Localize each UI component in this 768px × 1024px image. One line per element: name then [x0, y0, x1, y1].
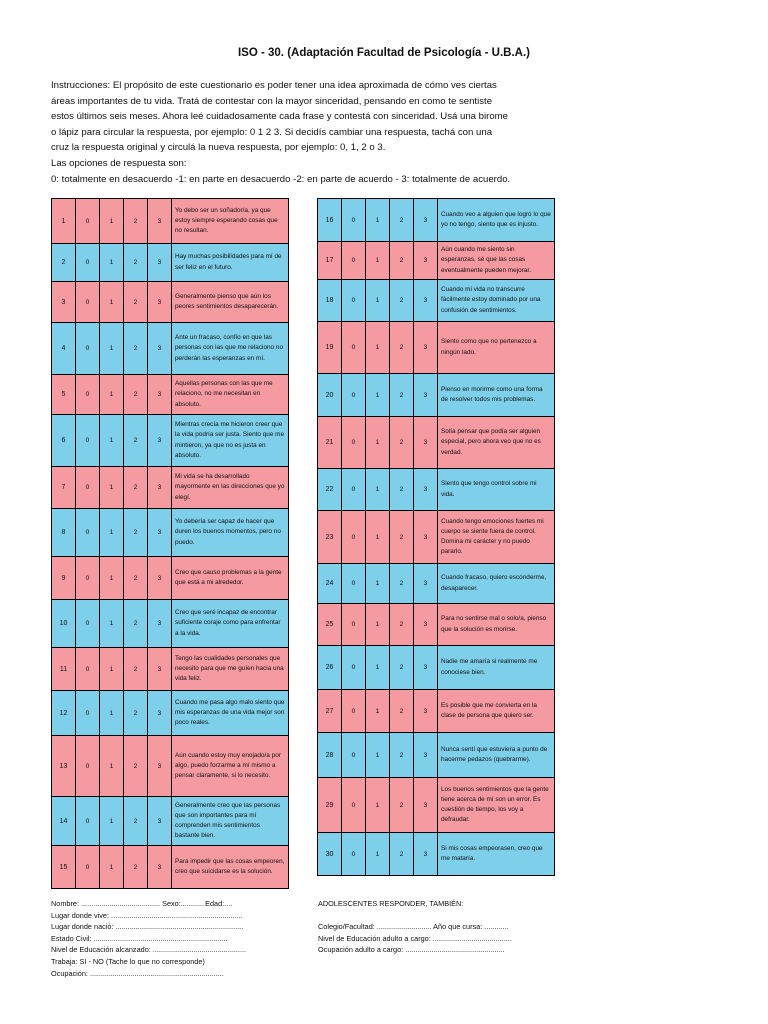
answer-option-1[interactable]: 1 [366, 778, 390, 833]
answer-option-2[interactable]: 2 [390, 833, 414, 876]
question-row [318, 778, 555, 833]
question-text: Ante un fracaso, confío en que las personas con las que me relaciono no perderán las esperanzas en mí. [172, 323, 289, 375]
question-number: 20 [318, 374, 342, 417]
instructions-line: cruz la respuesta original y circulá la nueva respuesta, por ejemplo: 0, 1, 2 o 3. [51, 142, 386, 154]
answer-option-1[interactable]: 1 [100, 467, 124, 509]
question-row [52, 736, 289, 797]
answer-option-1[interactable]: 1 [100, 846, 124, 889]
question-row [52, 244, 289, 282]
answer-option-3[interactable]: 3 [148, 736, 172, 797]
question-number: 8 [52, 509, 76, 557]
question-text: Yo debo ser un soñador/a, ya que estoy siempre esperando cosas que no resultan. [172, 199, 289, 244]
question-text: Cuando mi vida no transcurre fácilmente estoy dominado por una confusión de sentimientos. [438, 280, 555, 322]
answer-option-2[interactable]: 2 [390, 604, 414, 646]
answer-option-3[interactable]: 3 [414, 469, 438, 511]
answer-option-2[interactable]: 2 [124, 691, 148, 736]
answer-option-3[interactable]: 3 [148, 244, 172, 282]
questions-table-right [317, 198, 555, 876]
question-row [52, 846, 289, 889]
answer-option-0[interactable]: 0 [342, 511, 366, 564]
question-row [318, 604, 555, 646]
question-number: 10 [52, 600, 76, 648]
answer-option-0[interactable]: 0 [76, 509, 100, 557]
answer-option-0[interactable]: 0 [76, 648, 100, 691]
question-number: 28 [318, 733, 342, 778]
answer-option-2[interactable]: 2 [124, 846, 148, 889]
footer-adolescents [318, 898, 512, 956]
answer-option-3[interactable]: 3 [414, 199, 438, 242]
answer-option-3[interactable]: 3 [148, 691, 172, 736]
answer-option-3[interactable]: 3 [414, 322, 438, 374]
answer-option-3[interactable]: 3 [414, 733, 438, 778]
question-number: 12 [52, 691, 76, 736]
instructions-line: áreas importantes de tu vida. Tratá de contestar con la mayor sinceridad, pensando en como te sentiste [51, 95, 493, 107]
answer-option-0[interactable]: 0 [342, 469, 366, 511]
answer-option-2[interactable]: 2 [124, 282, 148, 323]
question-row [52, 282, 289, 323]
question-text: Solía pensar que podía ser alguien especial, pero ahora veo que no es verdad. [438, 417, 555, 469]
question-text: Mi vida se ha desarrollado mayormente en las direcciones que yo elegí. [172, 467, 289, 509]
answer-option-2[interactable]: 2 [124, 375, 148, 415]
question-row [52, 648, 289, 691]
question-row [52, 415, 289, 467]
question-text: Generalmente pienso que aún los peores sentimientos desaparecerán. [172, 282, 289, 323]
question-row [318, 280, 555, 322]
answer-option-2[interactable]: 2 [124, 415, 148, 467]
question-number: 23 [318, 511, 342, 564]
answer-option-1[interactable]: 1 [100, 244, 124, 282]
question-text: Nunca sentí que estuviera a punto de hacerme pedazos (quebrarme). [438, 733, 555, 778]
answer-option-3[interactable]: 3 [148, 415, 172, 467]
question-number: 14 [52, 797, 76, 846]
answer-option-3[interactable]: 3 [414, 280, 438, 322]
answer-option-2[interactable]: 2 [124, 797, 148, 846]
page-title: ISO - 30. (Adaptación Facultad de Psicología - U.B.A.) [237, 47, 530, 59]
answer-option-1[interactable]: 1 [366, 374, 390, 417]
answer-option-0[interactable]: 0 [76, 323, 100, 375]
answer-option-0[interactable]: 0 [76, 415, 100, 467]
spacer [318, 910, 512, 922]
question-row [318, 199, 555, 242]
question-number: 4 [52, 323, 76, 375]
answer-option-2[interactable]: 2 [390, 322, 414, 374]
residence-field[interactable]: Lugar donde vive: ................................................................. [51, 910, 243, 920]
birthplace-field[interactable]: Lugar donde nació: ............................................................... [51, 922, 244, 932]
answer-option-0[interactable]: 0 [76, 600, 100, 648]
question-text: Aún cuando estoy muy enojado/a por algo, puedo forzarme a mí mismo a pensar claramente, si lo necesito. [172, 736, 289, 797]
answer-option-0[interactable]: 0 [76, 467, 100, 509]
instructions-line: estos últimos seis meses. Ahora leé cuidadosamente cada frase y contestá con sinceridad. Usá una birome [51, 111, 509, 123]
question-row [318, 374, 555, 417]
answer-option-2[interactable]: 2 [124, 736, 148, 797]
adolescents-heading: ADOLESCENTES RESPONDER, TAMBIÉN: [318, 899, 464, 908]
answer-option-3[interactable]: 3 [414, 511, 438, 564]
question-number: 19 [318, 322, 342, 374]
answer-option-0[interactable]: 0 [342, 778, 366, 833]
answer-option-3[interactable]: 3 [414, 374, 438, 417]
question-text: Cuando me pasa algo malo siento que mis esperanzas de una vida mejor son poco reales. [172, 691, 289, 736]
answer-option-1[interactable]: 1 [100, 282, 124, 323]
instructions-line: Las opciones de respuesta son: [51, 157, 187, 169]
instructions-line: 0: totalmente en desacuerdo -1: en parte en desacuerdo -2: en parte de acuerdo - 3: totalmente de acuerdo. [51, 173, 511, 185]
question-text: Tengo las cualidades personales que necesito para que me guíen hacia una vida feliz. [172, 648, 289, 691]
answer-option-1[interactable]: 1 [100, 323, 124, 375]
question-text: Yo debería ser capaz de hacer que duren los buenos momentos, pero no puedo. [172, 509, 289, 557]
answer-option-3[interactable]: 3 [148, 199, 172, 244]
question-row [318, 564, 555, 604]
question-number: 13 [52, 736, 76, 797]
answer-option-2[interactable]: 2 [390, 374, 414, 417]
answer-option-1[interactable]: 1 [366, 833, 390, 876]
answer-option-3[interactable]: 3 [148, 557, 172, 600]
answer-option-1[interactable]: 1 [366, 417, 390, 469]
question-row [52, 199, 289, 244]
question-number: 30 [318, 833, 342, 876]
question-number: 24 [318, 564, 342, 604]
answer-option-1[interactable]: 1 [100, 691, 124, 736]
answer-option-1[interactable]: 1 [366, 604, 390, 646]
answer-option-3[interactable]: 3 [148, 509, 172, 557]
education-level-field[interactable]: Nivel de Educación alcanzado: .............................................. [51, 945, 247, 955]
question-number: 2 [52, 244, 76, 282]
footer-personal-data [51, 898, 246, 979]
question-number: 18 [318, 280, 342, 322]
answer-option-1[interactable]: 1 [366, 242, 390, 280]
answer-option-2[interactable]: 2 [124, 323, 148, 375]
instructions-line: Instrucciones: El propósito de este cuestionario es poder tener una idea aproximada de cómo ves ciertas [51, 80, 497, 91]
question-row [52, 509, 289, 557]
question-number: 22 [318, 469, 342, 511]
answer-option-1[interactable]: 1 [366, 511, 390, 564]
answer-option-1[interactable]: 1 [100, 375, 124, 415]
answer-option-3[interactable]: 3 [148, 467, 172, 509]
question-text: Siento que tengo control sobre mi vida. [438, 469, 555, 511]
answer-option-1[interactable]: 1 [100, 736, 124, 797]
answer-option-0[interactable]: 0 [76, 557, 100, 600]
answer-option-2[interactable]: 2 [124, 600, 148, 648]
answer-option-1[interactable]: 1 [100, 600, 124, 648]
question-text: Cuando fracaso, quiero esconderme, desaparecer. [438, 564, 555, 604]
answer-option-1[interactable]: 1 [366, 280, 390, 322]
question-number: 29 [318, 778, 342, 833]
school-year-field[interactable]: Colegio/Facultad: ........................... Año que cursa: ............ [318, 922, 509, 932]
answer-option-0[interactable]: 0 [76, 736, 100, 797]
answer-option-3[interactable]: 3 [148, 375, 172, 415]
question-text: Siento como que no pertenezco a ningún lado. [438, 322, 555, 374]
question-row [52, 375, 289, 415]
answer-option-0[interactable]: 0 [342, 280, 366, 322]
question-text: Los buenos sentimientos que la gente tiene acerca de mí son un error. Es cuestión de tiempo, los voy a defraudar. [438, 778, 555, 833]
answer-option-0[interactable]: 0 [342, 646, 366, 690]
answer-option-1[interactable]: 1 [366, 564, 390, 604]
answer-option-1[interactable]: 1 [366, 733, 390, 778]
answer-option-0[interactable]: 0 [342, 322, 366, 374]
answer-option-3[interactable]: 3 [414, 564, 438, 604]
answer-option-0[interactable]: 0 [342, 564, 366, 604]
question-row [52, 557, 289, 600]
question-text: Para impedir que las cosas empeoren, creo que suicidarse es la solución. [172, 846, 289, 889]
answer-option-1[interactable]: 1 [100, 557, 124, 600]
question-number: 21 [318, 417, 342, 469]
question-row [318, 833, 555, 876]
question-row [318, 690, 555, 733]
works-field[interactable]: Trabaja: SI - NO (Tache lo que no corresponde) [51, 956, 205, 966]
answer-option-0[interactable]: 0 [342, 199, 366, 242]
answer-option-2[interactable]: 2 [390, 511, 414, 564]
answer-option-0[interactable]: 0 [76, 691, 100, 736]
answer-option-2[interactable]: 2 [390, 199, 414, 242]
answer-option-0[interactable]: 0 [342, 604, 366, 646]
answer-option-1[interactable]: 1 [100, 648, 124, 691]
question-text: Para no sentirse mal o solo/a, pienso que la solución es morirse. [438, 604, 555, 646]
question-row [318, 322, 555, 374]
question-text: Cuando tengo emociones fuertes mi cuerpo se siente fuera de control. Domina mi carácter y no puedo pararlo. [438, 511, 555, 564]
question-row [318, 733, 555, 778]
answer-option-0[interactable]: 0 [342, 242, 366, 280]
answer-option-0[interactable]: 0 [76, 199, 100, 244]
answer-option-3[interactable]: 3 [414, 833, 438, 876]
question-row [318, 242, 555, 280]
question-row [52, 600, 289, 648]
answer-option-2[interactable]: 2 [390, 242, 414, 280]
answer-option-0[interactable]: 0 [342, 690, 366, 733]
question-text: Pienso en morirme como una forma de resolver todos mis problemas. [438, 374, 555, 417]
answer-option-0[interactable]: 0 [76, 244, 100, 282]
question-number: 15 [52, 846, 76, 889]
question-row [52, 323, 289, 375]
question-text: Si mis cosas empeorasen, creo que me mataría. [438, 833, 555, 876]
answer-option-1[interactable]: 1 [100, 797, 124, 846]
answer-option-0[interactable]: 0 [76, 375, 100, 415]
question-text: Aquellas personas con las que me relaciono, no me necesitan en absoluto. [172, 375, 289, 415]
question-text: Nadie me amaría si realmente me conociese bien. [438, 646, 555, 690]
answer-option-3[interactable]: 3 [148, 846, 172, 889]
question-row [52, 797, 289, 846]
question-text: Cuando veo a alguien que logró lo que yo no tengo, siento que es injusto. [438, 199, 555, 242]
questions-table-left [51, 198, 289, 889]
answer-option-1[interactable]: 1 [366, 322, 390, 374]
answer-option-3[interactable]: 3 [414, 646, 438, 690]
question-number: 25 [318, 604, 342, 646]
answer-option-1[interactable]: 1 [100, 509, 124, 557]
answer-option-2[interactable]: 2 [124, 557, 148, 600]
question-number: 17 [318, 242, 342, 280]
question-row [52, 691, 289, 736]
question-text: Mientras crecía me hicieron creer que la vida podría ser justa. Siento que me mintieron, ya que no es justa en absoluto. [172, 415, 289, 467]
question-number: 11 [52, 648, 76, 691]
question-text: Aún cuando me siento sin esperanzas, sé que las cosas eventualmente pueden mejorar. [438, 242, 555, 280]
answer-option-1[interactable]: 1 [366, 199, 390, 242]
question-text: Es posible que me convierta en la clase de persona que quiero ser. [438, 690, 555, 733]
answer-option-3[interactable]: 3 [148, 282, 172, 323]
marital-status-field[interactable]: Estado Civil: .................................................................. [51, 933, 228, 943]
answer-option-3[interactable]: 3 [414, 242, 438, 280]
answer-option-3[interactable]: 3 [148, 648, 172, 691]
question-row [52, 467, 289, 509]
question-number: 16 [318, 199, 342, 242]
answer-option-2[interactable]: 2 [390, 733, 414, 778]
answer-option-0[interactable]: 0 [342, 417, 366, 469]
answer-option-2[interactable]: 2 [124, 509, 148, 557]
answer-option-2[interactable]: 2 [390, 646, 414, 690]
answer-option-3[interactable]: 3 [414, 690, 438, 733]
answer-option-1[interactable]: 1 [366, 469, 390, 511]
answer-option-2[interactable]: 2 [390, 564, 414, 604]
guardian-education-field[interactable]: Nivel de Educación adulto a cargo: ....................................... [318, 933, 512, 943]
answer-option-1[interactable]: 1 [366, 646, 390, 690]
answer-option-3[interactable]: 3 [414, 417, 438, 469]
answer-option-2[interactable]: 2 [124, 467, 148, 509]
answer-option-2[interactable]: 2 [124, 244, 148, 282]
name-sex-age-field[interactable]: Nombre: ....................................... Sexo:............Edad:.... [51, 899, 233, 908]
question-row [318, 469, 555, 511]
answer-option-3[interactable]: 3 [148, 600, 172, 648]
answer-option-1[interactable]: 1 [100, 415, 124, 467]
question-text: Creo que causo problemas a la gente que está a mi alrededor. [172, 557, 289, 600]
question-row [318, 417, 555, 469]
question-number: 1 [52, 199, 76, 244]
guardian-occupation-field[interactable]: Ocupación adulto a cargo: ................................................. [318, 945, 505, 955]
question-number: 5 [52, 375, 76, 415]
answer-option-0[interactable]: 0 [342, 833, 366, 876]
instructions [51, 78, 571, 187]
answer-option-3[interactable]: 3 [414, 604, 438, 646]
occupation-field[interactable]: Ocupación: .................................................................. [51, 968, 224, 978]
instructions-line: o lápiz para circular la respuesta, por ejemplo: 0 1 2 3. Si decidís cambiar una respuesta, tachá con una [51, 126, 493, 138]
answer-option-2[interactable]: 2 [390, 778, 414, 833]
question-text: Hay muchas posibilidades para mí de ser feliz en el futuro. [172, 244, 289, 282]
answer-option-0[interactable]: 0 [342, 374, 366, 417]
question-text: Creo que seré incapaz de encontrar suficiente coraje como para enfrentar a la vida. [172, 600, 289, 648]
question-text: Generalmente creo que las personas que son importantes para mí comprenden mis sentimientos bastante bien. [172, 797, 289, 846]
answer-option-2[interactable]: 2 [124, 648, 148, 691]
answer-option-1[interactable]: 1 [100, 199, 124, 244]
question-row [318, 511, 555, 564]
answer-option-2[interactable]: 2 [390, 690, 414, 733]
question-number: 26 [318, 646, 342, 690]
answer-option-2[interactable]: 2 [390, 417, 414, 469]
answer-option-3[interactable]: 3 [148, 797, 172, 846]
answer-option-1[interactable]: 1 [366, 690, 390, 733]
question-number: 7 [52, 467, 76, 509]
answer-option-2[interactable]: 2 [124, 199, 148, 244]
answer-option-3[interactable]: 3 [414, 778, 438, 833]
answer-option-2[interactable]: 2 [390, 280, 414, 322]
answer-option-0[interactable]: 0 [76, 846, 100, 889]
question-number: 3 [52, 282, 76, 323]
question-number: 6 [52, 415, 76, 467]
answer-option-0[interactable]: 0 [76, 282, 100, 323]
answer-option-3[interactable]: 3 [148, 323, 172, 375]
question-number: 27 [318, 690, 342, 733]
question-number: 9 [52, 557, 76, 600]
answer-option-0[interactable]: 0 [76, 797, 100, 846]
answer-option-2[interactable]: 2 [390, 469, 414, 511]
answer-option-0[interactable]: 0 [342, 733, 366, 778]
question-row [318, 646, 555, 690]
